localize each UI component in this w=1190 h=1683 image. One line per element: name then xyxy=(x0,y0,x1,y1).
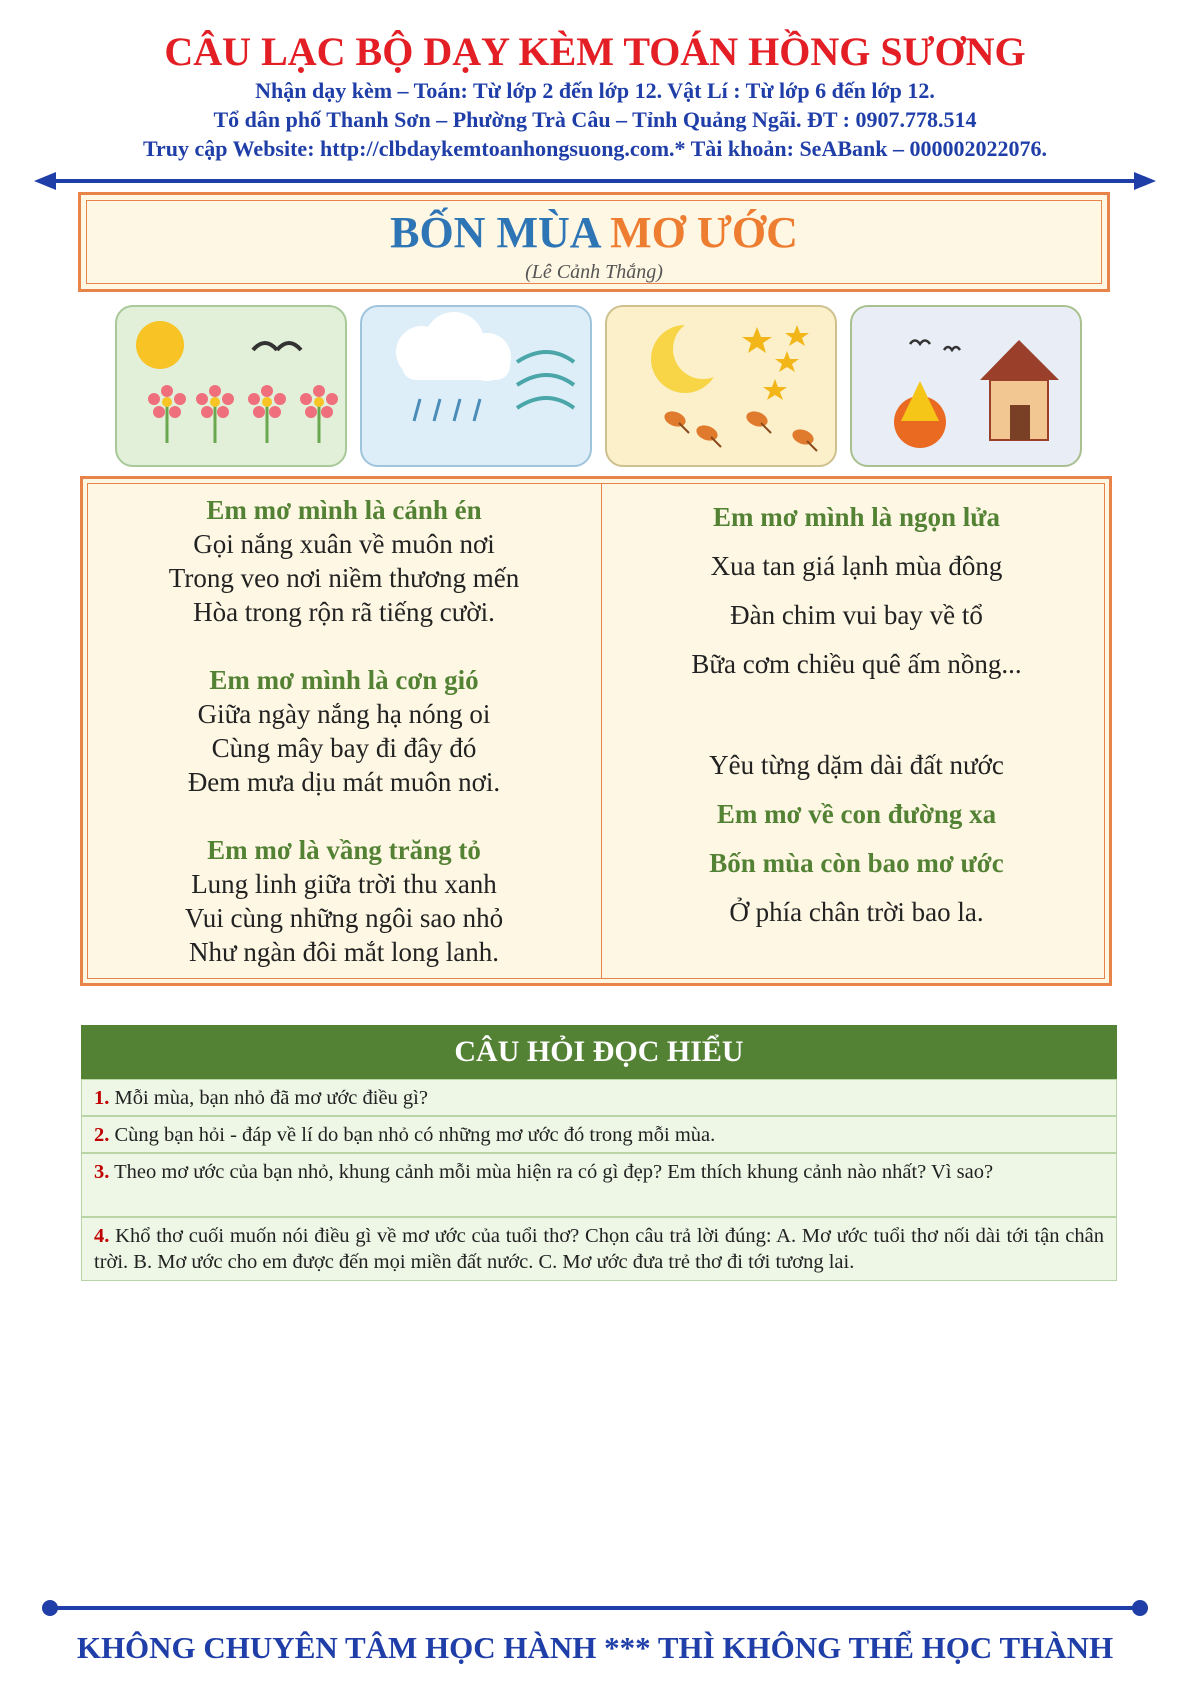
poem-title-box xyxy=(78,192,1110,292)
poem-author: (Lê Cảnh Thắng) xyxy=(525,261,663,283)
poem-line: Hòa trong rộn rã tiếng cười. xyxy=(193,597,495,627)
question-text: Mỗi mùa, bạn nhỏ đã mơ ước điều gì? xyxy=(109,1087,428,1109)
question-item xyxy=(81,1116,1117,1153)
question-number: 2. xyxy=(94,1124,110,1146)
question-text: Khổ thơ cuối muốn nói điều gì về mơ ước của tuổi thơ? Chọn câu trả lời đúng: A. Mơ ước tuổi thơ nối dài tới tận chân trời. B. Mơ ước cho em được đến mọi miền đất nước. C. Mơ ước đưa trẻ thơ đi tới tương lai. xyxy=(94,1225,1104,1273)
question-text: Cùng bạn hỏi - đáp về lí do bạn nhỏ có những mơ ước đó trong mỗi mùa. xyxy=(109,1124,716,1146)
question-item xyxy=(81,1217,1117,1281)
poem-line: Ở phía chân trời bao la. xyxy=(729,897,984,927)
poem-line: Em mơ về con đường xa xyxy=(716,799,997,829)
poem-line: Đem mưa dịu mát muôn nơi. xyxy=(187,767,501,797)
poem-line: Lung linh giữa trời thu xanh xyxy=(191,869,497,899)
poem-title-part2: MƠ ƯỚC xyxy=(610,208,798,257)
club-name: CÂU LẠC BỘ DẠY KÈM TOÁN HỒNG SƯƠNG xyxy=(164,29,1026,74)
spring-scene-icon xyxy=(115,305,347,467)
poem-line: Em mơ mình là ngọn lửa xyxy=(713,502,1000,532)
poem-line: Bốn mùa còn bao mơ ước xyxy=(709,848,1004,878)
poem-line: Xua tan giá lạnh mùa đông xyxy=(710,551,1003,581)
questions-heading: CÂU HỎI ĐỌC HIỂU xyxy=(81,1025,1117,1079)
question-number: 4. xyxy=(94,1225,110,1247)
poem-line: Em mơ là vầng trăng tỏ xyxy=(207,835,481,865)
poem-title xyxy=(81,207,1107,258)
poem-line: Giữa ngày nắng hạ nóng oi xyxy=(197,699,491,729)
poem-line: Như ngàn đôi mắt long lanh. xyxy=(188,937,500,967)
header-address: Tổ dân phố Thanh Sơn – Phường Trà Câu – Tỉnh Quảng Ngãi. ĐT : 0907.778.514 xyxy=(213,107,977,132)
poem-right-column xyxy=(602,493,1111,937)
footer-motto: KHÔNG CHUYÊN TÂM HỌC HÀNH *** THÌ KHÔNG THỂ HỌC THÀNH xyxy=(76,1630,1114,1665)
poem-line: Vui cùng những ngôi sao nhỏ xyxy=(184,903,504,933)
poem-line: Đàn chim vui bay về tổ xyxy=(730,600,983,630)
question-number: 3. xyxy=(94,1161,110,1183)
poem-box xyxy=(80,476,1112,986)
footer-divider xyxy=(0,1598,1190,1618)
poem-line: Gọi nắng xuân về muôn nơi xyxy=(193,529,495,559)
poem-line: Trong veo nơi niềm thương mến xyxy=(168,563,520,593)
poem-line: Em mơ mình là cơn gió xyxy=(209,665,479,695)
poem-title-part1: BỐN MÙA xyxy=(390,208,600,257)
poem-line: Em mơ mình là cánh én xyxy=(206,495,482,525)
autumn-scene-icon xyxy=(605,305,837,467)
question-number: 1. xyxy=(94,1087,110,1109)
question-text: Theo mơ ước của bạn nhỏ, khung cảnh mỗi mùa hiện ra có gì đẹp? Em thích khung cảnh nào nhất? Vì sao? xyxy=(109,1161,994,1183)
poem-line: Yêu từng dặm dài đất nước xyxy=(709,750,1004,780)
header-teaching-info: Nhận dạy kèm – Toán: Từ lớp 2 đến lớp 12. Vật Lí : Từ lớp 6 đến lớp 12. xyxy=(255,78,935,103)
header-website: Truy cập Website: http://clbdaykemtoanhongsuong.com.* Tài khoản: SeABank – 000002022076. xyxy=(143,136,1047,161)
question-item xyxy=(81,1079,1117,1116)
poem-line: Cùng mây bay đi đây đó xyxy=(211,733,477,763)
poem-left-column xyxy=(87,493,601,969)
winter-scene-icon xyxy=(850,305,1082,467)
summer-scene-icon xyxy=(360,305,592,467)
poem-line: Bữa cơm chiều quê ấm nồng... xyxy=(691,649,1022,679)
question-item xyxy=(81,1153,1117,1217)
